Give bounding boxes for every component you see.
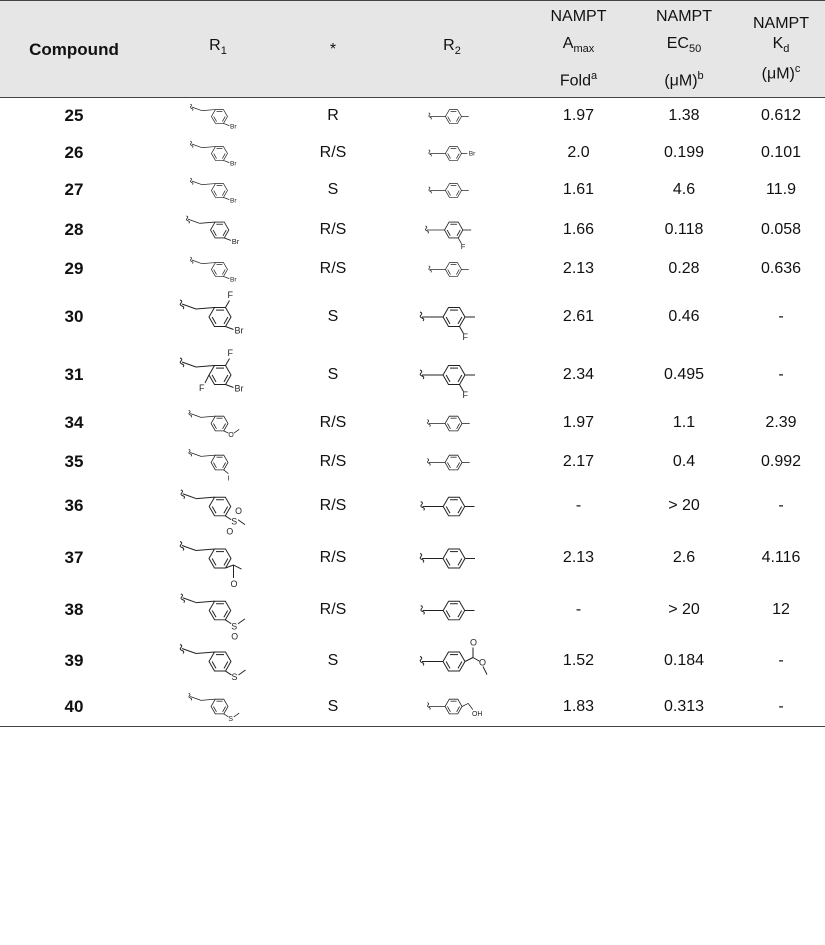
amax-cell: 2.17 (562, 453, 595, 470)
table-row (0, 404, 825, 443)
svg-text:O: O (235, 505, 242, 516)
table-row (0, 98, 825, 135)
svg-text:O: O (228, 431, 234, 439)
header-kd-line3 (737, 59, 825, 84)
r2-structure (378, 135, 526, 172)
r2-structure (378, 586, 526, 635)
svg-text:Br: Br (230, 276, 237, 284)
r2-structure-drawing (402, 444, 502, 481)
ec50-cell: 0.46 (668, 307, 700, 325)
svg-text:F: F (462, 331, 468, 342)
ec50-cell: 0.495 (663, 365, 705, 383)
kd-cell: - (778, 652, 784, 669)
r2-structure (378, 531, 526, 586)
r1-structure-drawing (168, 587, 268, 641)
r2-structure-drawing (402, 636, 502, 687)
r1-structure-drawing (168, 636, 268, 687)
stereo-cell: S (327, 307, 339, 325)
table-row (0, 209, 825, 251)
table-row (0, 251, 825, 288)
header-kd-line1: NAMPT (753, 14, 809, 32)
header-kd-sup: c (794, 62, 801, 75)
kd-cell: 0.636 (760, 260, 802, 277)
r1-structure (148, 443, 288, 482)
ec50-cell: 1.38 (668, 107, 700, 125)
header-amax-sup: a (591, 70, 598, 83)
r1-structure-drawing (168, 532, 268, 589)
svg-text:S: S (231, 516, 238, 527)
svg-text:S: S (228, 716, 234, 724)
header-ec50-line1: NAMPT (656, 8, 712, 26)
amax-cell: 1.61 (562, 181, 595, 198)
svg-text:I: I (227, 475, 230, 483)
compound-id: 26 (64, 143, 84, 162)
kd-cell: 0.058 (760, 220, 802, 238)
r1-structure (148, 635, 288, 688)
amax-cell: 1.52 (562, 652, 595, 669)
r2-structure (378, 172, 526, 209)
r2-structure (378, 98, 526, 135)
svg-text:F: F (460, 241, 466, 251)
r1-structure (148, 531, 288, 589)
header-r1-sub: 1 (220, 45, 227, 58)
header-r2 (378, 1, 526, 98)
table-row (0, 586, 825, 635)
kd-cell: 4.116 (761, 549, 801, 566)
r1-structure (148, 135, 288, 172)
amax-cell: 2.0 (567, 144, 590, 161)
header-ec50-sub: 50 (688, 43, 702, 56)
ec50-cell: 0.4 (672, 453, 696, 470)
compound-id: 40 (64, 696, 84, 716)
amax-cell: 1.97 (562, 414, 595, 431)
r1-structure (148, 209, 288, 251)
table-body (0, 98, 825, 727)
amax-cell: 2.13 (562, 549, 595, 566)
r1-structure (148, 482, 288, 536)
r1-structure-drawing (168, 173, 268, 208)
header-kd-sub: d (783, 42, 790, 55)
compound-id: 38 (64, 600, 84, 619)
r1-structure-drawing (168, 444, 268, 481)
table-row (0, 288, 825, 346)
r1-structure (148, 98, 288, 135)
header-amax (526, 1, 631, 98)
r1-structure-drawing (168, 405, 268, 442)
kd-cell: 2.39 (765, 414, 797, 431)
amax-cell: - (575, 497, 582, 514)
svg-text:Br: Br (230, 197, 237, 205)
table-row (0, 443, 825, 482)
r1-structure (148, 586, 288, 641)
header-amax-line3 (526, 63, 631, 94)
table-row (0, 135, 825, 172)
compound-id: 27 (64, 180, 84, 199)
header-kd-unit: (μM) (761, 65, 795, 83)
ec50-cell: 4.6 (672, 181, 696, 198)
header-ec50-sup: b (697, 70, 704, 83)
stereo-cell: S (327, 652, 339, 669)
r2-structure (378, 251, 526, 288)
compound-id: 28 (64, 219, 84, 239)
r1-structure-drawing (168, 688, 268, 725)
header-kd (737, 1, 825, 98)
r1-structure-drawing (168, 252, 268, 287)
kd-cell: 11.9 (766, 181, 796, 198)
table-row (0, 172, 825, 209)
table-row (0, 346, 825, 404)
header-r1-label: R (209, 37, 221, 55)
amax-cell: 1.97 (562, 107, 595, 125)
table-row (0, 482, 825, 531)
svg-text:Br: Br (234, 383, 244, 394)
svg-text:O: O (231, 630, 239, 641)
stereo-cell: R/S (319, 260, 347, 277)
amax-cell: 2.34 (562, 365, 595, 383)
svg-text:Br: Br (230, 123, 237, 131)
stereo-cell: R/S (319, 549, 347, 566)
r2-structure-drawing (402, 405, 502, 442)
r2-structure-drawing (402, 289, 502, 345)
ec50-cell: 0.199 (663, 144, 705, 161)
stereo-cell: S (327, 365, 339, 383)
header-r2-sub: 2 (454, 45, 461, 58)
kd-cell: 0.101 (760, 144, 802, 161)
stereo-cell: R/S (319, 220, 347, 238)
header-ec50-line2 (631, 30, 737, 63)
stereo-cell: R/S (319, 601, 347, 618)
kd-cell: - (778, 365, 784, 383)
r2-structure-drawing (402, 587, 502, 634)
svg-text:F: F (199, 382, 205, 393)
ec50-cell: 1.1 (672, 414, 696, 431)
kd-cell: - (778, 307, 784, 325)
r1-structure-drawing (168, 289, 268, 345)
header-compound: Compound (29, 39, 119, 59)
stereo-cell: R (327, 107, 339, 125)
svg-text:Br: Br (468, 150, 476, 158)
svg-text:OH: OH (472, 711, 483, 718)
r1-structure (148, 346, 288, 404)
kd-cell: - (778, 497, 784, 514)
ec50-cell: 0.28 (668, 260, 700, 277)
r1-structure-drawing (168, 99, 268, 134)
compound-id: 31 (64, 364, 84, 384)
svg-text:Br: Br (230, 160, 237, 168)
header-amax-a: A (562, 35, 574, 53)
svg-text:S: S (231, 621, 238, 632)
r2-structure (378, 443, 526, 482)
r2-structure (378, 404, 526, 443)
r2-structure (378, 346, 526, 404)
compound-id: 39 (64, 651, 84, 670)
header-amax-sub: max (573, 43, 595, 56)
amax-cell: 1.66 (562, 220, 595, 238)
r2-structure-drawing (402, 136, 502, 171)
stereo-cell: R/S (319, 453, 347, 470)
r1-structure (148, 288, 288, 346)
ec50-cell: > 20 (668, 601, 700, 618)
stereo-cell: S (327, 181, 339, 198)
header-kd-line2 (737, 34, 825, 59)
header-amax-line1: NAMPT (550, 8, 607, 26)
stereo-cell: R/S (319, 414, 347, 431)
kd-cell: 12 (772, 601, 790, 618)
amax-cell: - (575, 601, 582, 618)
r2-structure-drawing (402, 252, 502, 287)
header-amax-fold: Fold (559, 72, 591, 90)
r2-structure (378, 288, 526, 346)
r1-structure-drawing (168, 483, 268, 536)
kd-cell: - (778, 697, 784, 715)
svg-text:Br: Br (231, 236, 240, 246)
r1-structure (148, 688, 288, 727)
r1-structure (148, 251, 288, 288)
compound-id: 30 (64, 306, 84, 326)
r2-structure (378, 688, 526, 727)
header-row (0, 1, 825, 98)
table-row (0, 688, 825, 727)
r2-structure-drawing (402, 347, 502, 403)
header-r1 (148, 1, 288, 98)
r1-structure (148, 172, 288, 209)
svg-text:O: O (230, 578, 238, 589)
header-ec50-ec: EC (666, 35, 689, 53)
r2-structure (378, 209, 526, 251)
compound-id: 29 (64, 259, 84, 278)
header-kd-k: K (772, 34, 784, 52)
r2-structure-drawing (402, 532, 502, 585)
ec50-cell: 2.6 (672, 549, 696, 566)
r1-structure (148, 404, 288, 443)
table-row (0, 531, 825, 586)
header-ec50-unit: (μM) (664, 72, 698, 90)
svg-text:S: S (231, 671, 238, 682)
stereo-cell: S (327, 697, 339, 715)
svg-text:Br: Br (234, 325, 244, 336)
kd-cell: 0.992 (760, 453, 802, 470)
compound-id: 25 (64, 106, 84, 126)
ec50-cell: 0.118 (664, 220, 704, 238)
ec50-cell: 0.184 (663, 652, 705, 669)
svg-text:O: O (226, 525, 234, 536)
compound-id: 36 (64, 496, 84, 515)
table-row (0, 635, 825, 688)
r2-structure-drawing (402, 688, 502, 725)
kd-cell: 0.612 (760, 107, 802, 125)
stereo-cell: R/S (319, 497, 347, 514)
header-r2-label: R (443, 37, 455, 55)
ec50-cell: 0.313 (663, 697, 705, 715)
amax-cell: 2.13 (562, 260, 595, 277)
r1-structure-drawing (168, 210, 268, 250)
r2-structure-drawing (402, 99, 502, 134)
r2-structure (378, 635, 526, 688)
svg-text:F: F (227, 347, 233, 358)
r2-structure-drawing (402, 483, 502, 530)
r2-structure-drawing (402, 210, 502, 250)
header-ec50 (631, 1, 737, 98)
svg-text:O: O (470, 637, 478, 647)
header-ec50-line3 (631, 63, 737, 94)
compound-id: 37 (64, 548, 84, 567)
r1-structure-drawing (168, 347, 268, 403)
compound-id: 35 (64, 452, 84, 471)
ec50-cell: > 20 (668, 497, 700, 514)
header-amax-line2 (526, 30, 631, 63)
stereo-cell: R/S (319, 144, 347, 161)
amax-cell: 1.83 (562, 697, 595, 715)
compound-id: 34 (64, 413, 84, 432)
amax-cell: 2.61 (562, 307, 595, 325)
svg-text:F: F (462, 389, 468, 400)
svg-text:F: F (227, 289, 233, 300)
svg-text:O: O (479, 657, 487, 667)
r2-structure-drawing (402, 173, 502, 208)
r1-structure-drawing (168, 136, 268, 171)
r2-structure (378, 482, 526, 531)
header-stereo: * (329, 40, 337, 58)
